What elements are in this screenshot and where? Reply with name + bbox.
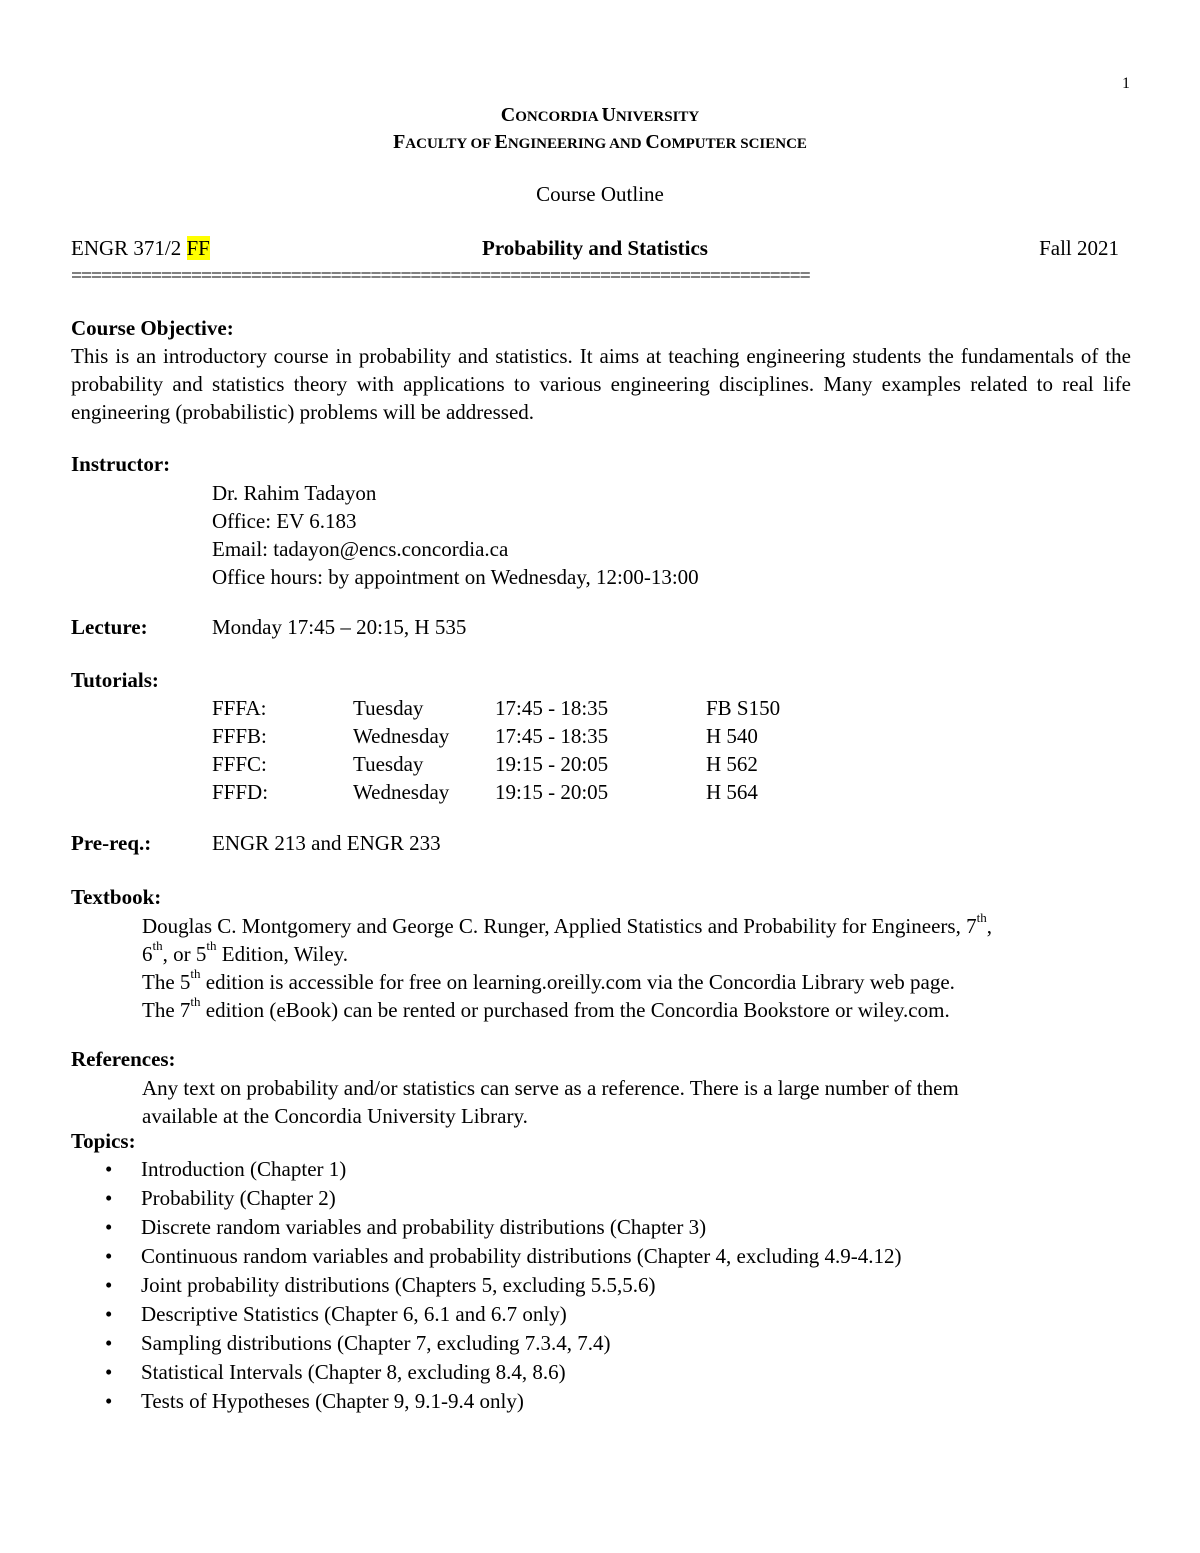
references-line-1: Any text on probability and/or statistics can serve as a reference. There is a large number of them: [142, 1076, 959, 1100]
table-row: [212, 778, 906, 806]
tutorial-day: Wednesday: [353, 780, 450, 804]
list-item: • Probability (Chapter 2): [105, 1186, 336, 1210]
tutorial-section: FFFC:: [212, 752, 267, 776]
list-item: • Statistical Intervals (Chapter 8, excluding 8.4, 8.6): [105, 1360, 566, 1384]
list-item: • Descriptive Statistics (Chapter 6, 6.1 and 6.7 only): [105, 1302, 567, 1326]
lecture-value: Monday 17:45 – 20:15, H 535: [212, 615, 467, 639]
tutorial-section: FFFD:: [212, 780, 269, 804]
instructor-section: [71, 450, 1131, 591]
faculty-title: FACULTY OF ENGINEERING AND COMPUTER SCIENCE: [393, 131, 807, 153]
tutorial-time: 17:45 - 18:35: [495, 724, 609, 748]
bullet: •: [105, 1360, 113, 1384]
tutorial-day: Tuesday: [353, 752, 424, 776]
references-line-2: available at the Concordia University Library.: [142, 1104, 528, 1128]
tutorial-day: Tuesday: [353, 696, 424, 720]
objective-heading: Course Objective:: [71, 316, 234, 340]
course-objective-section: [71, 314, 1131, 426]
references-heading: References:: [71, 1047, 176, 1071]
instructor-office: Office: EV 6.183: [212, 509, 357, 533]
topics-section: [71, 1127, 1131, 1416]
outline-title: Course Outline: [536, 182, 664, 206]
textbook-heading: Textbook:: [71, 885, 162, 909]
university-title: CONCORDIA UNIVERSITY: [500, 104, 700, 126]
textbook-section: [71, 883, 1131, 1024]
tutorials-table: [212, 694, 906, 806]
bullet: •: [105, 1273, 113, 1297]
tutorial-room: H 540: [706, 724, 758, 748]
page-number: 1: [1122, 75, 1130, 92]
topics-list: [71, 1155, 1131, 1416]
topics-heading: Topics:: [71, 1129, 136, 1153]
textbook-line-4: The 7th edition (eBook) can be rented or purchased from the Concordia Bookstore or wiley.com.: [142, 994, 950, 1022]
objective-text: This is an introductory course in probability and statistics. It aims at teaching engineering students the fundamentals of the probability and statistics theory with applications to various engineering disciplines. Many examples related to real life engineering (probabilistic) problems will be addressed.: [71, 344, 1131, 424]
tutorial-section: FFFA:: [212, 696, 267, 720]
table-row: [212, 722, 906, 750]
bullet: •: [105, 1302, 113, 1326]
tutorial-room: H 564: [706, 780, 758, 804]
tutorial-room: H 562: [706, 752, 758, 776]
course-name: Probability and Statistics: [482, 236, 708, 260]
list-item: • Sampling distributions (Chapter 7, excluding 7.3.4, 7.4): [105, 1331, 611, 1355]
instructor-heading: Instructor:: [71, 452, 171, 476]
instructor-office-hours: Office hours: by appointment on Wednesday, 12:00-13:00: [212, 565, 699, 589]
tutorials-heading: Tutorials:: [71, 668, 159, 692]
lecture-heading: Lecture:: [71, 615, 148, 639]
prereq-value: ENGR 213 and ENGR 233: [212, 831, 441, 855]
bullet: •: [105, 1389, 113, 1413]
separator-rule: ==========================================================================: [71, 265, 810, 286]
list-item: • Introduction (Chapter 1): [105, 1157, 347, 1181]
bullet: •: [105, 1331, 113, 1355]
tutorial-time: 19:15 - 20:05: [495, 752, 609, 776]
list-item: • Continuous random variables and probability distributions (Chapter 4, excluding 4.9-4.12): [105, 1244, 902, 1268]
prereq-heading: Pre-req.:: [71, 831, 152, 855]
bullet: •: [105, 1215, 113, 1239]
course-header-row: [71, 234, 1119, 262]
table-row: [212, 694, 906, 722]
textbook-line-1: Douglas C. Montgomery and George C. Runger, Applied Statistics and Probability for Engineers, 7th,: [142, 910, 992, 938]
course-code: ENGR 371/2 FF: [71, 236, 210, 260]
table-row: [212, 750, 906, 778]
textbook-line-2: 6th, or 5th Edition, Wiley.: [142, 938, 349, 966]
textbook-line-3: The 5th edition is accessible for free on learning.oreilly.com via the Concordia Library web page.: [142, 966, 955, 994]
list-item: • Tests of Hypotheses (Chapter 9, 9.1-9.4 only): [105, 1389, 524, 1413]
tutorial-day: Wednesday: [353, 724, 450, 748]
bullet: •: [105, 1157, 113, 1181]
tutorial-room: FB S150: [706, 696, 781, 720]
bullet: •: [105, 1244, 113, 1268]
list-item: • Joint probability distributions (Chapters 5, excluding 5.5,5.6): [105, 1273, 656, 1297]
prereq-row: [71, 829, 1131, 857]
course-term: Fall 2021: [1039, 236, 1119, 260]
bullet: •: [105, 1186, 113, 1210]
tutorial-time: 19:15 - 20:05: [495, 780, 609, 804]
references-section: [71, 1045, 1131, 1130]
tutorial-section: FFFB:: [212, 724, 267, 748]
instructor-name: Dr. Rahim Tadayon: [212, 481, 377, 505]
course-section-highlight: FF: [186, 236, 210, 260]
instructor-email: Email: tadayon@encs.concordia.ca: [212, 537, 509, 561]
list-item: • Discrete random variables and probability distributions (Chapter 3): [105, 1215, 707, 1239]
lecture-row: [71, 613, 1131, 641]
tutorial-time: 17:45 - 18:35: [495, 696, 609, 720]
tutorials-section: [71, 666, 1131, 806]
